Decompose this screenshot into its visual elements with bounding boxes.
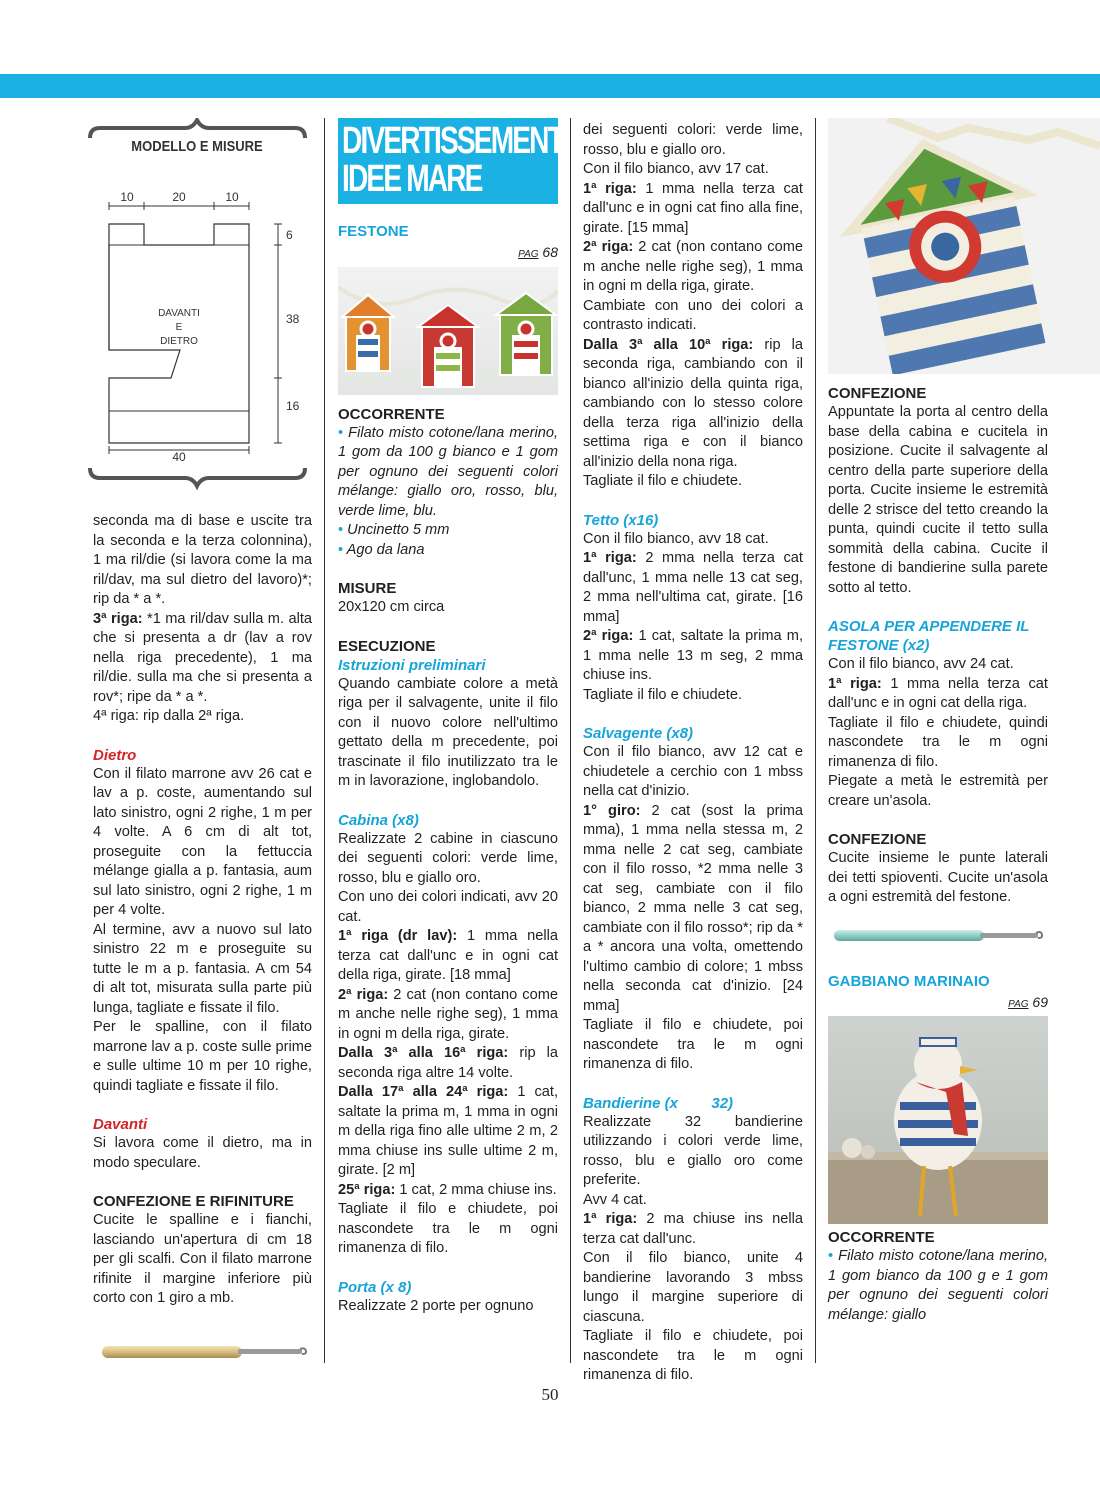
article-title: [338, 118, 563, 204]
paragraph: 4ª riga: rip dalla 2ª riga.: [93, 708, 245, 724]
paragraph: Piegate a metà le estremità per creare un'asola.: [828, 773, 1048, 809]
paragraph: Avv 4 cat.: [583, 1191, 647, 1208]
pattern-diagram: [85, 118, 320, 498]
page-number: 50: [541, 1385, 559, 1404]
panel-label-3: DIETRO: [160, 336, 198, 347]
paragraph: Cucite insieme le punte laterali dei tetti spioventi. Cucite un'asola a ogni estremità del festone.: [828, 850, 1048, 905]
paragraph: Tagliate il filo e chiudete.: [583, 686, 743, 703]
section-heading-confezione: CONFEZIONE: [828, 385, 927, 402]
project-title-gabbiano: GABBIANO MARINAIO: [828, 972, 990, 990]
paragraph: dei seguenti colori: verde lime, rosso, blu e giallo oro.: [583, 122, 803, 158]
paragraph: Dalla 3ª alla 16ª riga: rip la seconda riga altre 14 volte.: [338, 1045, 558, 1081]
list-item: • Filato misto cotone/lana merino, 1 gom da 100 g bianco e 1 gom per ognuno dei seguenti colori mélange: giallo oro, rosso, blu, verde lime, blu.: [338, 424, 559, 519]
paragraph: Realizzate 2 porte per ognuno: [338, 1297, 534, 1314]
column-2: [338, 118, 563, 1316]
dim-side-top: 6: [286, 228, 293, 242]
dim-side-bottom: 16: [286, 399, 300, 413]
paragraph: seconda ma di base e uscite tra la seconda e la terza colonnina), 1 ma ril/die (si lavora come la ma ril/dav, ma sul dietro del lavoro)*; rip da * a *.: [93, 513, 312, 607]
paragraph: Con il filo bianco, avv 18 cat.: [583, 530, 769, 547]
page-reference: PAG 68: [518, 244, 558, 260]
paragraph: Si lavora come il dietro, ma in modo speculare.: [93, 1135, 312, 1171]
festone-photo: [338, 267, 558, 395]
crochet-hook-image: [828, 922, 1048, 948]
subheading-porta: Porta (x 8): [338, 1278, 412, 1296]
panel-label-2: E: [175, 322, 183, 333]
top-color-bar: [0, 74, 1100, 98]
paragraph: 3ª riga: *1 ma ril/dav sulla m. alta che si presenta a dr (lav a rov nella riga precedente), 1 ma ril/die. sulla ma che si presenta a rov*; ripe da * a *.: [93, 610, 312, 705]
paragraph: Per le spalline, con il filato marrone lav a p. coste sulle prime e sulle ultime 10 m per 10 righe, quindi tagliate e fissate il filo.: [93, 1019, 312, 1094]
subheading-cabina: Cabina (x8): [338, 811, 419, 829]
column-divider: [570, 118, 571, 1363]
section-heading-misure: MISURE: [338, 580, 397, 597]
paragraph: 2ª riga: 1 cat, saltate la prima m, 1 mma nelle 13 m seg, 2 mma chiuse ins.: [583, 628, 803, 683]
paragraph: 1ª riga: 2 ma chiuse ins nella terza cat dall'unc.: [583, 1211, 803, 1247]
column-divider: [324, 118, 325, 1363]
paragraph: 20x120 cm circa: [338, 599, 445, 615]
paragraph: 1ª riga: 1 mma nella terza cat dall'unc e in ogni cat della riga.: [828, 675, 1048, 711]
paragraph: Con il filato marrone avv 26 cat e lav a p. coste, aumentando sul lato sinistro, ogni 2 righe, 1 m per 4 volte. A 6 cm di alt tot, proseguite con la fettuccia mélange gialla a p. fantasia, aum sul lato sinistro, ogni 2 righe, 1 m per 4 volte.: [93, 765, 312, 918]
subheading-salvagente: Salvagente (x8): [583, 725, 694, 742]
list-item: • Ago da lana: [338, 541, 425, 558]
title-line-2: IDEE MARE: [342, 158, 482, 200]
subheading-istruzioni: Istruzioni preliminari: [338, 656, 486, 674]
paragraph: Tagliate il filo e chiudete, poi nascondete tra le m ogni rimanenza di filo.: [583, 1328, 803, 1383]
bunting-closeup-photo: [828, 118, 1100, 374]
column-1: [93, 512, 312, 1309]
paragraph: 1ª riga: 1 mma nella terza cat dall'unc e in ogni cat fino alla fine, girate. [15 mma]: [583, 180, 803, 236]
paragraph: 1ª riga: 2 mma nella terza cat dall'unc, 1 mma nelle 13 cat seg, 2 mma nell'ultima cat, girate. [16 mma]: [583, 550, 803, 625]
section-heading-esecuzione: ESECUZIONE: [338, 637, 436, 655]
subheading-bandierine: Bandierine (x 32): [583, 1094, 734, 1112]
paragraph: 1ª riga (dr lav): 1 mma nella terza cat dall'unc e in ogni cat della riga, girate. [18 mma]: [338, 928, 558, 983]
list-item: • Uncinetto 5 mm: [338, 522, 450, 538]
project-title-festone: FESTONE: [338, 223, 409, 240]
page-reference: PAG 69: [1008, 993, 1048, 1010]
paragraph: Tagliate il filo e chiudete, quindi nascondete tra le m ogni rimanenza di filo.: [828, 714, 1048, 770]
paragraph: Tagliate il filo e chiudete, poi nascondete tra le m ogni rimanenza di filo.: [338, 1201, 558, 1256]
paragraph: Con il filo bianco, avv 24 cat.: [828, 656, 1014, 672]
dim-top-mid: 20: [172, 190, 186, 204]
column-divider: [815, 118, 816, 1363]
column-4: [828, 118, 1048, 1325]
section-heading-occorrente-2: OCCORRENTE: [828, 1229, 935, 1246]
panel-label-1: DAVANTI: [158, 308, 200, 319]
section-heading-dietro: Dietro: [93, 746, 137, 764]
section-heading-davanti: Davanti: [93, 1116, 148, 1133]
paragraph: Con il filo bianco, avv 17 cat.: [583, 161, 769, 177]
paragraph: Cambiate con uno dei colori a contrasto indicati.: [583, 297, 803, 333]
paragraph: Tagliate il filo e chiudete, poi nascondete tra le m ogni rimanenza di filo.: [583, 1017, 803, 1072]
paragraph: Tagliate il filo e chiudete.: [583, 473, 743, 489]
subheading-tetto: Tetto (x16): [583, 511, 659, 529]
paragraph: Con il filo bianco, unite 4 bandierine lavorando 3 mbss lungo il margine superiore di ciascuna.: [583, 1250, 803, 1325]
title-line-1: DIVERTISSEMENT: [342, 120, 563, 162]
dim-bottom: 40: [172, 450, 186, 464]
paragraph: Quando cambiate colore a metà riga per il salvagente, unite il filo con il nuovo colore nell'ultimo gettato della m precedente, poi trascinate il filo inutilizzato tra le m in lavorazione, inglobandolo.: [338, 675, 558, 789]
paragraph: Dalla 17ª alla 24ª riga: 1 cat, saltate la prima m, 1 mma in ogni m della riga fino alle ultime 2 m, 2 mma chiuse ins sulle ultime 2 m, girate. [2 m]: [338, 1084, 558, 1178]
paragraph: 2ª riga: 2 cat (non contano come m anche nelle righe seg), 1 mma in ogni m della riga, girate.: [338, 986, 558, 1042]
paragraph: Dalla 3ª alla 10ª riga: rip la seconda riga, cambiando con il bianco all'inizio della quinta riga, cambiando con lo stesso colore della terza riga all'inizio della settima riga e con il bianco all'inizio della nona riga.: [583, 336, 803, 470]
paragraph: 1° giro: 2 cat (sost la prima mma), 1 mma nella stessa m, 2 mma nelle 2 cat seg, cambiate con il filo rosso, *2 mma nelle 3 cat seg, cambiate con il filo bianco, 2 mma nelle 3 cat seg, cambiate con il filo rosso*; rip da * a * ancora una volta, omettendo l'ultimo cambio di colore; 1 mbss nella seconda cat d'inizio. [24 mma]: [583, 802, 803, 1014]
paragraph: Realizzate 2 cabine in ciascuno dei seguenti colori: verde lime, rosso, blu e giallo oro.: [338, 830, 558, 886]
subheading-asola: ASOLA PER APPENDERE IL FESTONE (x2): [828, 618, 1030, 654]
paragraph: 25ª riga: 1 cat, 2 mma chiuse ins.: [338, 1181, 557, 1198]
diagram-title: MODELLO E MISURE: [131, 138, 263, 155]
paragraph: Con il filo bianco, avv 12 cat e chiudetele a cerchio con 1 mbss nella cat d'inizio.: [583, 744, 803, 799]
paragraph: Cucite le spalline e i fianchi, lasciando un'apertura di cm 18 per gli scalfi. Con il filato marrone rifinite il margine inferiore più corto con 1 giro a mb.: [93, 1212, 312, 1306]
column-3: [583, 121, 803, 1386]
paragraph: 2ª riga: 2 cat (non contano come m anche nelle righe seg), 1 mma in ogni m della riga, girate.: [583, 239, 803, 294]
paragraph: Al termine, avv a nuovo sul lato sinistro 22 m e proseguite su tutte le m a p. fantasia. A cm 54 di alt tot, misurata sulla parte più lunga, tagliate e fissate il filo.: [93, 921, 312, 1016]
paragraph: Con uno dei colori indicati, avv 20 cat.: [338, 889, 558, 925]
crochet-hook-image: [98, 1338, 310, 1364]
gabbiano-photo: [828, 1016, 1048, 1224]
dim-side-mid: 38: [286, 312, 300, 326]
list-item: • Filato misto cotone/lana merino, 1 gom bianco da 100 g e 1 gom per ognuno dei seguenti colori mélange: giallo: [828, 1248, 1049, 1323]
section-heading-occorrente: OCCORRENTE: [338, 405, 445, 423]
dim-top-left: 10: [120, 190, 134, 204]
section-heading-confezione-2: CONFEZIONE: [828, 831, 927, 848]
paragraph: Realizzate 32 bandierine utilizzando i colori verde lime, rosso, blu e giallo oro come preferite.: [583, 1113, 803, 1188]
paragraph: Appuntate la porta al centro della base della cabina e cucitela in posizione. Cucite il salvagente al centro della parte superiore della porta. Cucite insieme le estremità delle 2 strisce del tetto creando la punta, quindi cucite il tetto sulla sommità della cabina. Cucite il festone di bandierine sulla parete sotto al tetto.: [828, 404, 1048, 596]
dim-top-right: 10: [225, 190, 239, 204]
section-heading-confezione: CONFEZIONE E RIFINITURE: [93, 1193, 294, 1210]
